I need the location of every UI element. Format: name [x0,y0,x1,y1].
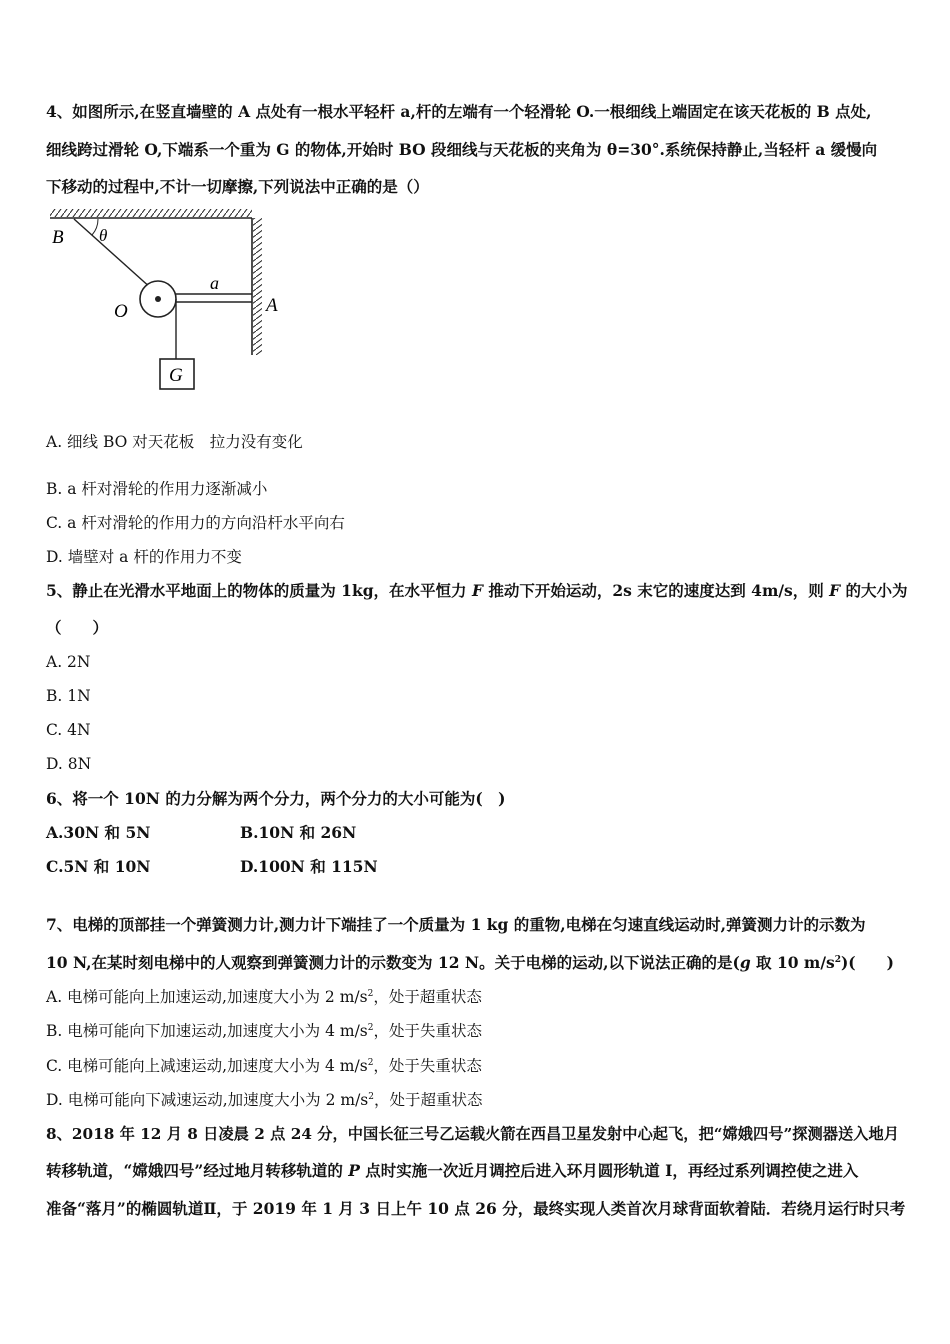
q8-stem-line-2 [46,1161,858,1181]
q7-text-b: 取 10 m/s [750,953,835,972]
q4-stem-line-3: 下移动的过程中,不计一切摩擦,下列说法中正确的是（） [46,177,429,196]
q7-option-d [46,1090,483,1110]
q6-option-b: B.10N 和 26N [240,823,357,842]
q7-stem-line-2 [46,953,894,973]
q5-option-b-text: B. 1N [46,687,91,705]
label-o: O [114,301,128,322]
q5-option-d [46,754,91,774]
q5-text-b: 推动下开始运动，2s 末它的速度达到 4m/s，则 [482,581,830,600]
q7-option-c [46,1056,482,1076]
q5-var-f: F [471,581,483,600]
q7-text-a: 10 N,在某时刻电梯中的人观察到弹簧测力计的示数变为 12 N。关于电梯的运动,以下说法正确的是( [46,953,740,972]
q5-stem-line-2: （ ） [46,618,109,637]
q7-option-c-sup: 2 [367,1057,374,1068]
q7-option-b-post: ，处于失重状态 [373,1022,483,1040]
q5-option-a [46,652,90,672]
q7-option-c-pre: C. 电梯可能向上减速运动,加速度大小为 4 m/s [46,1057,368,1075]
q5-option-c [46,720,91,740]
q5-option-c-text: C. 4N [46,721,91,739]
label-b: B [52,227,64,248]
q7-option-a-sup: 2 [367,988,374,999]
rope-bo [74,219,152,289]
q6-option-d: D.100N 和 115N [240,857,378,876]
q6-option-a: A.30N 和 5N [46,823,151,842]
q7-stem-line-1: 7、电梯的顶部挂一个弹簧测力计,测力计下端挂了一个质量为 1 kg 的重物,电梯在匀速直线运动时,弹簧测力计的示数为 [46,915,866,934]
q5-option-a-text: A. 2N [46,653,91,671]
q7-option-d-post: ，处于超重状态 [373,1091,483,1109]
q5-option-b [46,686,91,706]
q7-option-d-sup: 2 [368,1091,374,1102]
label-a-point: A [266,295,278,316]
q7-option-b-pre: B. 电梯可能向下加速运动,加速度大小为 4 m/s [46,1022,368,1040]
q8-stem-line-1: 8、2018 年 12 月 8 日凌晨 2 点 24 分，中国长征三号乙运载火箭在西昌卫星发射中心起飞，把“嫦娥四号”探测器送入地月 [46,1125,900,1143]
wall-hatching [253,218,262,355]
q4-option-d: D. 墙壁对 a 杆的作用力不变 [46,548,242,566]
q5-option-d-text: D. 8N [46,755,92,773]
q4-option-c: C. a 杆对滑轮的作用力的方向沿杆水平向右 [46,514,345,532]
q4-stem-line-1: 4、如图所示,在竖直墙壁的 A 点处有一根水平轻杆 a,杆的左端有一个轻滑轮 O.一根细线上端固定在该天花板的 B 点处, [46,102,872,121]
q6-option-c: C.5N 和 10N [46,857,151,876]
q6-stem: 6、将一个 10N 的力分解为两个分力，两个分力的大小可能为( ) [46,789,506,808]
q7-option-a-post: ，处于超重状态 [373,988,482,1006]
q8-text-b: 点时实施一次近月调控后进入环月圆形轨道 I，再经过系列调控使之进入 [359,1161,859,1180]
ceiling-hatching [50,209,252,217]
label-theta: θ [99,226,108,245]
q7-option-c-post: ，处于失重状态 [373,1057,482,1075]
q7-option-d-pre: D. 电梯可能向下减速运动,加速度大小为 2 m/s [46,1091,369,1109]
label-a: a [210,273,219,293]
q4-figure [40,205,280,395]
label-g: G [169,365,183,386]
q7-option-a [46,987,482,1007]
q8-var-p: P [348,1161,360,1180]
q5-stem-line-1 [46,581,908,601]
pulley-axle [155,296,161,302]
theta-arc [92,219,98,235]
q7-option-b [46,1021,482,1041]
q7-var-g: g [739,953,751,972]
q4-stem-line-2: 细线跨过滑轮 O,下端系一个重为 G 的物体,开始时 BO 段细线与天花板的夹角为 θ=30°.系统保持静止,当轻杆 a 缓慢向 [46,140,878,159]
q7-text-c: )( ) [840,953,894,972]
q5-text-c: 的大小为 [840,581,908,600]
q4-option-a: A. 细线 BO 对天花板 拉力没有变化 [46,433,303,451]
q7-sup: 2 [834,954,841,965]
q7-option-a-pre: A. 电梯可能向上加速运动,加速度大小为 2 m/s [46,988,368,1006]
q8-stem-line-3: 准备“落月”的椭圆轨道Ⅱ，于 2019 年 1 月 3 日上午 10 点 26 分，最终实现人类首次月球背面软着陆．若绕月运行时只考 [46,1199,906,1218]
q7-option-b-sup: 2 [367,1022,374,1033]
q8-text-a: 转移轨道，“嫦娥四号”经过地月转移轨道的 [46,1161,349,1180]
q4-option-b: B. a 杆对滑轮的作用力逐渐减小 [46,480,268,498]
q5-var-f-2: F [829,581,841,600]
q5-text-a: 5、静止在光滑水平地面上的物体的质量为 1kg，在水平恒力 [46,581,472,600]
